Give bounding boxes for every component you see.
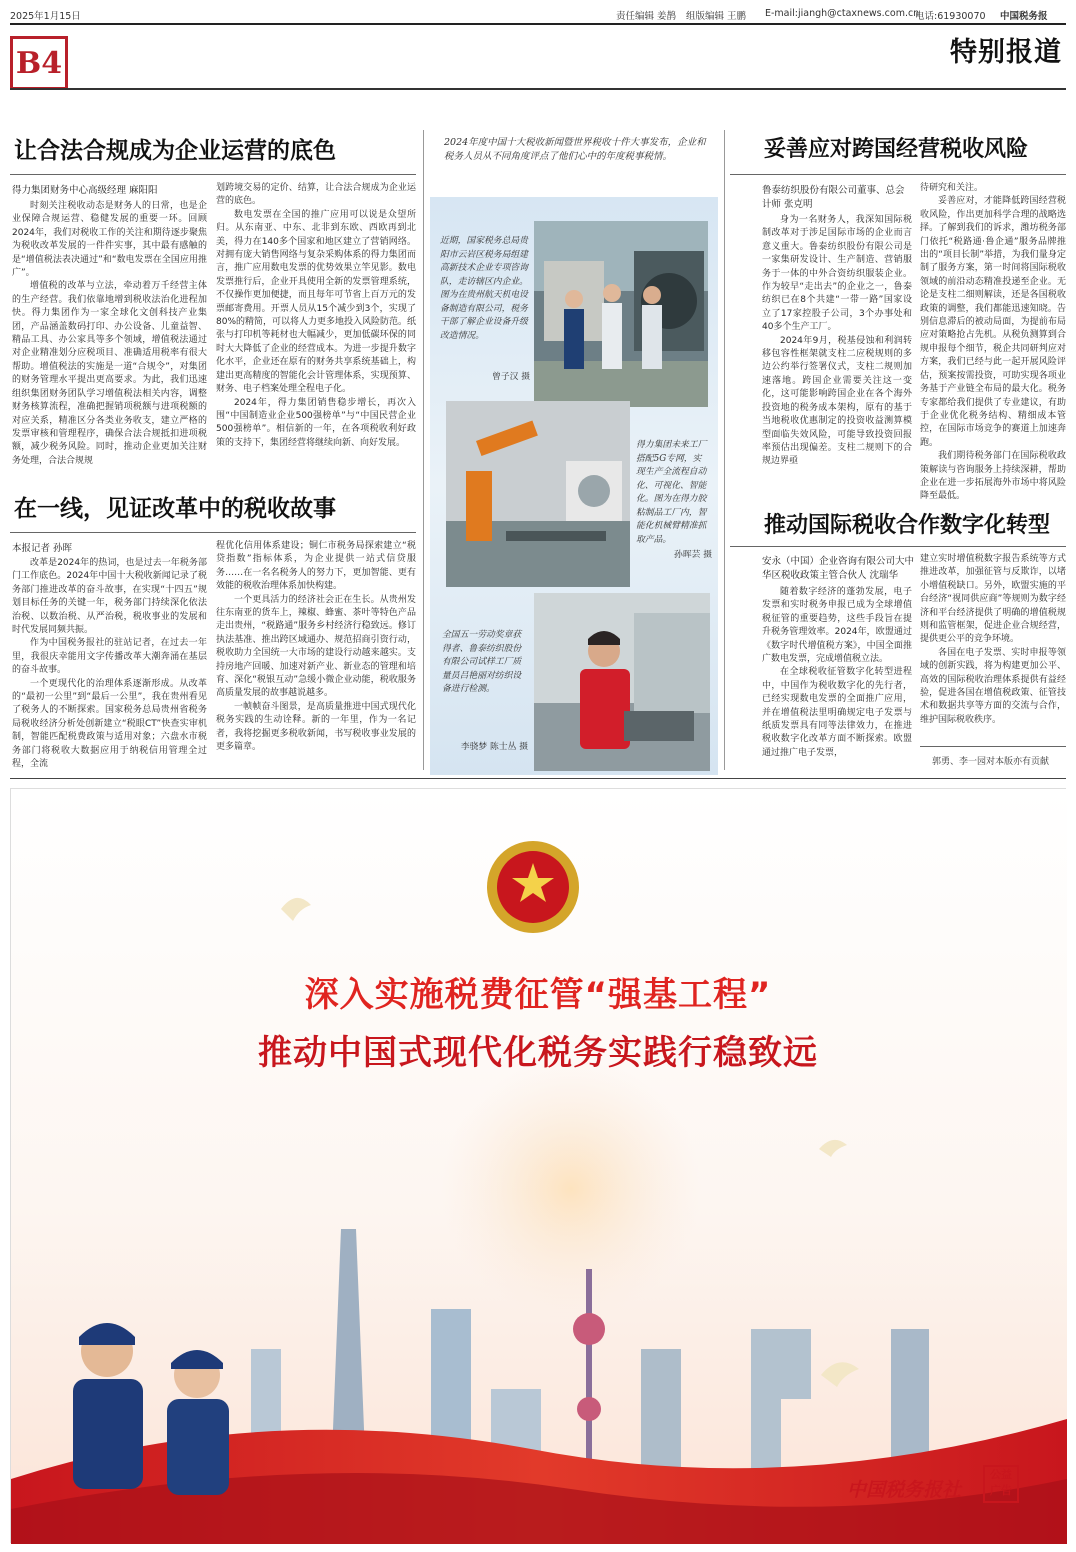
- article3-byline-2: 计师 张克明: [762, 199, 813, 210]
- paragraph: 数电发票在全国的推广应用可以说是众望所归。从东南亚、中东、北非到东欧、西欧再到北美，得力在140多个国家和地区建立了营销网络。对拥有庞大销售网络与复杂采购体系的得力集团而言，推广应用数电发票的优势效果立竿见影。数电发票推行后，企业开具使用全新的发票管理系统，不仅操作更加便捷，而且每年可节省上百万元的发票邮寄费用。开票人员从15个减少到3个，实现了80%的精简，可以将人力更多地投入风险防范。纸张与打印机等耗材也大幅减少，更加低碳环保的同时大大降低了企业的经营成本。为进一步提升数字化水平，企业还在原有的财务共享系统基础上，构建出更高精度的智能化会计管理体系，实现预算、财务、电子档案处理全程电子化。: [216, 209, 417, 395]
- contact-email[interactable]: E-mail:jiangh@ctaxnews.com.cn: [765, 8, 920, 19]
- public-service-poster: [10, 788, 1066, 1543]
- paragraph: 身为一名财务人，我深知国际税制改革对于涉足国际市场的企业而言意义重大。鲁泰纺织股份有限公司是一家集研发设计、生产制造、营销服务于一体的中外合资纺织服装企业。作为较早“走出去”的企业之一，鲁泰纺织已在8个共建“一带一路”国家设立了17家控股子公司，3个办事处和40多个生产工厂。: [762, 215, 912, 333]
- paragraph: 增值税的改革与立法，牵动着万千经营主体的生产经营。我们依靠地增到税收法治化进程加快。得力集团作为一家全球化文创科技产业集团，产品涵盖数码打印、办公设备、儿童益智、精品工具、办公家具等多个领域，增值税法通过对企业精准划分应税项目、准确适用税率有很大帮助。增值税法的实施是一道“合规令”，对集团的财务管理水平提出更高要求。为此，我们迅速组织集团财务团队学习增值税法相关内容，调整财务核算流程，准确把握销项税额与进项税额的对应关系，精准区分各类业务收支，建立严格的发票审核和管理程序，确保合法合规抵扣进项税额，减少税务风险。同时，推动企业更加关注财务处理，合法合规规: [12, 281, 207, 466]
- factory-visit-image: [534, 221, 708, 407]
- paragraph: 2024年，得力集团销售稳步增长，再次入围“中国制造业企业500强榜单”与“中国民营企业500强榜单”。相信新的一年，在各项税收利好政策的支持下，集团经营将继续向新、向好发展。: [216, 397, 416, 448]
- paragraph: 待研究和关注。: [920, 183, 984, 193]
- column-divider: [423, 130, 424, 770]
- article2-byline: 本报记者 孙晖: [12, 543, 73, 554]
- article1-column-2: [216, 182, 416, 475]
- article3-column-2: [920, 182, 1066, 502]
- issue-date: 2025年1月15日: [10, 11, 81, 22]
- page-number-badge: B4: [10, 36, 68, 90]
- paragraph: 随着数字经济的蓬勃发展，电子发票和实时税务申报已成为全球增值税征管的重要趋势，这些手段旨在提升税务管理效率。2024年，欧盟通过《数字时代增值税方案》，中国全面推广数电发票，完成增值税立法。: [762, 587, 912, 665]
- paragraph: 一个更现代化的治理体系逐渐形成。从改革的“最初一公里”到“最后一公里”，我在贵州看见了税务人的不断探索。国家税务总局贵州省税务局税收经济分析处创新建立“税眼CT”快查实审机制，智能匹配税费政策与适用对象；六盘水市税务部门将税收大数据应用于纳税信用管理全过程，全流: [12, 678, 207, 770]
- photo-caption-3: 全国五一劳动奖章获得者、鲁泰纺织股份有限公司试样工厂质量员吕艳丽对纺织设备进行检测。: [442, 630, 522, 694]
- article4-title: 推动国际税收合作数字化转型: [764, 512, 1051, 538]
- photo-panel: [430, 197, 718, 775]
- paragraph: 时刻关注税收动态是财务人的日常，也是企业保障合规运营、稳健发展的重要一环。回顾2024年，我们对税收工作的关注和期待逐步聚焦为税收改革发展的一件件实事，其中最有感触的是“增值税法表决通过”和“数电发票在全国应用推广”。: [12, 201, 207, 279]
- paragraph: 2024年9月，税基侵蚀和利润转移包容性框架就支柱二应税规则的多边公约举行签署仪式，支柱二规则加速落地。跨国企业需要关注这一变化，这可能影响跨国企业在各个海外投资地的税务成本架构，原有的基于当地税收优惠制定的投资收益测算模型面临失效风险，可能导致投资回报率预估出现偏差。支柱二规则下的合规边界亟: [762, 335, 912, 467]
- public-ad-badge: 公益广告: [983, 1465, 1019, 1503]
- photo-caption-2: 得力集团未来工厂搭配5G专网，实现生产全流程自动化、可视化、智能化。图为在得力胶粘制品工厂内，智能化机械臂精准抓取产品。: [636, 440, 707, 545]
- paragraph: 一个更具活力的经济社会正在生长。从贵州发往东南亚的货车上，辣椒、蜂蜜、茶叶等特色产品走出贵州，“税路通”服务乡村经济行稳致远。修订执法基准、推出跨区域通办、规范招商引资行动，税收助力全国统一大市场的建设行动越来越实。支持房地产回暖、加速对新产业、新业态的管理和培育、深化“税银互动”急缓小微企业动能，税收服务高质量发展的故事越说越多。: [216, 594, 416, 699]
- publisher-logo: 中国税务报社: [847, 1479, 962, 1501]
- photo-robot-arm: [446, 401, 630, 587]
- article2-rule: [10, 532, 416, 533]
- photo-credit-2: 孙晖芸 摄: [674, 550, 712, 560]
- paragraph: 各国在电子发票、实时申报等领域的创新实践，将为构建更加公平、高效的国际税收治理体系提供有益经验，促进各国在增值税政策、征管技术和数据共享等方面的交流与合作，维护国际税收秩序。: [920, 647, 1066, 725]
- article4-column-2: [920, 553, 1066, 741]
- article1-title: 让合法合规成为企业运营的底色: [14, 137, 336, 164]
- poster-background: [11, 789, 1067, 1544]
- page-credit: 郭勇、李一园对本版亦有贡献: [932, 757, 1050, 767]
- paragraph: 我们期待税务部门在国际税收政策解读与咨询服务上持续深耕，帮助企业在进一步拓展海外市场中将风险降至最低。: [920, 451, 1066, 502]
- poster-slogan-2: 推动中国式现代化税务实践行稳致远: [258, 1033, 818, 1073]
- paragraph: 在全球税收征管数字化转型进程中，中国作为税收数字化的先行者，已经实现数电发票的全面推广应用，并在增值税法里明确规定电子发票与纸质发票具有同等法律效力，在推进税收数字化改革方面不断探索。欧盟通过推广电子发票，: [762, 667, 912, 758]
- article3-rule: [730, 174, 1066, 175]
- poster-top-rule: [10, 778, 1066, 779]
- photo-credit-3: 李骁梦 陈士丛 摄: [460, 742, 528, 752]
- article1-column-1: [12, 200, 207, 475]
- article4-rule: [730, 546, 1066, 547]
- intro-text: 2024年度中国十大税收新闻暨世界税收十件大事发布，企业和税务人员从不同角度评点了他们心中的年度税事税情。: [444, 137, 706, 162]
- article4-byline-2: 华区税收政策主管合伙人 沈瑞华: [762, 570, 899, 581]
- photo-textile-inspector: [534, 593, 710, 771]
- photo-caption-1: 近期，国家税务总局贵阳市云岩区税务局组建高新技术企业专项咨询队，走访辖区内企业。图为在贵州航天机电设备制造有限公司，税务干部了解企业设备升级改造情况。: [440, 236, 528, 341]
- poster-slogan-1: 深入实施税费征管“强基工程”: [304, 975, 772, 1015]
- paragraph: 一帧帧奋斗图景，是高质量推进中国式现代化税务实践的生动诠释。新的一年里，作为一名记者，我将挖掘更多税收新闻，书写税收事业发展的更多篇章。: [216, 701, 416, 753]
- credit-rule: [920, 746, 1066, 747]
- top-rule: [10, 23, 1066, 25]
- paragraph: 作为中国税务报社的驻站记者，在过去一年里，我很庆幸能用文字传播改革大潮奔涌在基层的奋斗故事。: [12, 638, 207, 676]
- photo-tax-officers-visit: [534, 221, 708, 407]
- article4-column-1: [762, 586, 912, 758]
- article4-byline-1: 安永（中国）企业咨询有限公司大中: [762, 556, 915, 567]
- photo-credit-1: 曾子汉 摄: [492, 372, 530, 382]
- paper-name: 中国税务报: [1000, 11, 1048, 22]
- article1-byline: 得力集团财务中心高级经理 麻阳阳: [12, 185, 158, 196]
- article1-rule: [10, 174, 416, 175]
- tax-emblem-icon: [487, 841, 579, 933]
- contact-phone: 电话:61930070: [915, 11, 986, 22]
- header-rule: [10, 88, 1066, 90]
- paragraph: 建立实时增值税数字报告系统等方式推进改革，加强征管与反欺诈，以堵小增值税缺口。另外，欧盟实施的平台经济“视同供应商”等规则为数字经济和平台经济提供了明确的增值税规则和监管框架，促进企业合规经营，提供更公平的竞争环境。: [920, 554, 1066, 645]
- paragraph: 改革是2024年的热词，也是过去一年税务部门工作底色。2024年中国十大税收新闻记录了税务部门推进改革的奋斗故事，在实现“十四五”规划目标任务的关键一年，税务部门持续深化依法治税、以数治税、从严治税，税收事业的发展和时代发展同频共振。: [12, 558, 207, 636]
- article2-column-1: [12, 557, 207, 770]
- editor-credit: 责任编辑 姜鹊: [616, 11, 677, 22]
- page-header: [10, 6, 1066, 22]
- textile-inspection-image: [534, 593, 710, 771]
- article3-byline-1: 鲁泰纺织股份有限公司董事、总会: [762, 185, 905, 196]
- paragraph: 程优化信用体系建设；铜仁市税务局探索建立“税贷指数”指标体系，为企业提供一站式信贷服务……在一名名税务人的努力下，更加智能、更有效能的税收治理体系加快构建。: [216, 541, 416, 592]
- paragraph: 妥善应对，才能降低跨国经营税收风险，作出更加科学合理的战略选择。了解到我们的诉求，潍坊税务部门依托“税路通·鲁企通”服务品牌推出的“项目长制”举措，为我们量身定制了服务方案，第一时间将国际税收领域的前沿动态精准投递至企业。无论是支柱二细则解读，还是各国税收政策的调整，我们都能迅速知晓。告别信息滞后的被动局面，为提前布局应对策略抢占先机。从税负测算到合规申报每个细节，税企共同研判应对方案，我们已经与此一起开展风险评估，预案按需投资，可助实现各项业务基于产业链全布局的最大化。税务专家都给我们提供了专业建议，有助于企业优化税务结构、精细成本管控，在国际市场竞争的赛道上加速奔跑。: [920, 196, 1066, 448]
- paragraph: 划跨境交易的定价、结算，让合法合规成为企业运营的底色。: [216, 183, 416, 207]
- group-editor-credit: 组版编辑 王鹏: [686, 11, 747, 22]
- article3-column-1: [762, 214, 912, 502]
- robot-arm-image: [446, 401, 630, 587]
- article3-title: 妥善应对跨国经营税收风险: [764, 136, 1029, 162]
- section-title: 特别报道: [950, 37, 1062, 68]
- article2-title: 在一线，见证改革中的税收故事: [14, 495, 336, 522]
- article2-column-2: [216, 540, 416, 765]
- column-divider: [724, 130, 725, 770]
